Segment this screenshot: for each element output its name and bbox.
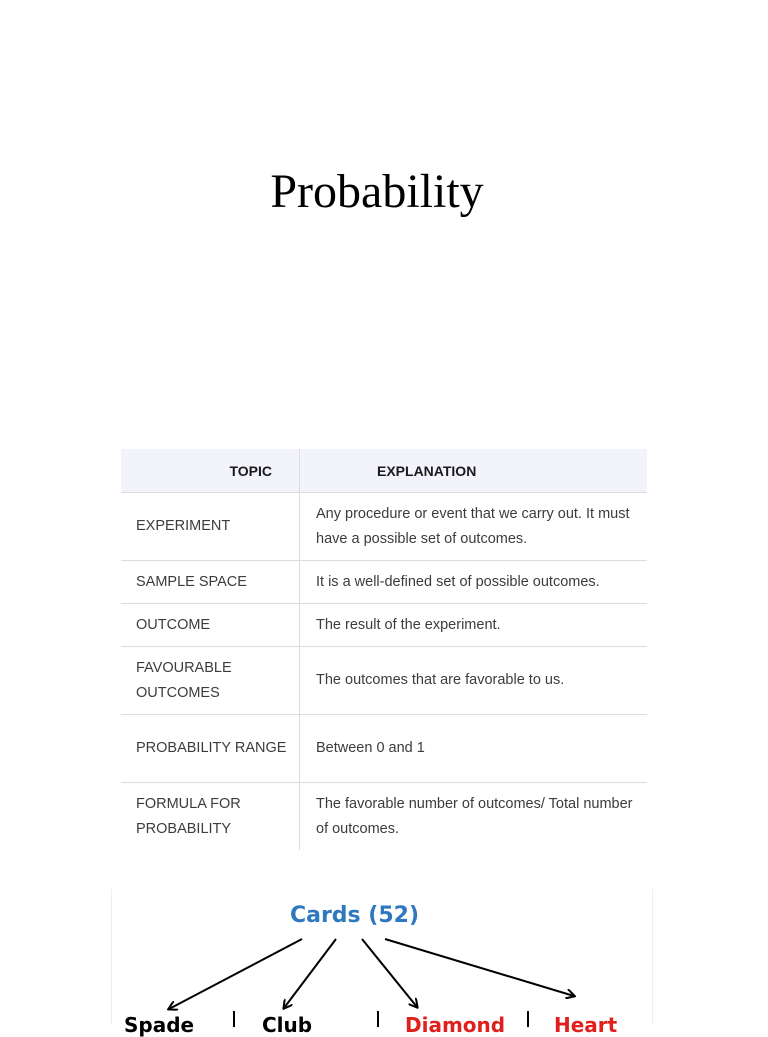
topic-cell: SAMPLE SPACE (121, 561, 300, 604)
table-row (121, 604, 647, 647)
explanation-cell: Any procedure or event that we carry out. It must have a possible set of outcomes. (300, 493, 648, 561)
suit-diamond: Diamond (405, 1013, 506, 1037)
topic-cell: OUTCOME (121, 604, 300, 647)
header-topic: TOPIC (121, 449, 300, 493)
suit-heart: Heart (554, 1013, 618, 1037)
table-row (121, 493, 647, 561)
cards-diagram (111, 889, 653, 1037)
topic-cell: PROBABILITY RANGE (121, 715, 300, 783)
explanation-cell: The outcomes that are favorable to us. (300, 647, 648, 715)
table-row (121, 783, 647, 851)
page-title: Probability (270, 165, 484, 218)
definitions-table (121, 449, 647, 850)
table-header-row (121, 449, 647, 493)
separator (233, 1011, 235, 1027)
separator (527, 1011, 529, 1027)
table-row (121, 561, 647, 604)
table-row (121, 715, 647, 783)
separator (377, 1011, 379, 1027)
header-explanation: EXPLANATION (300, 449, 648, 493)
topic-cell: FORMULA FOR PROBABILITY (121, 783, 300, 851)
explanation-cell: The favorable number of outcomes/ Total number of outcomes. (316, 795, 633, 837)
suit-club: Club (262, 1013, 313, 1037)
table-row (121, 647, 647, 715)
cards-root-label: Cards (52) (289, 903, 420, 928)
arrow-to-club (284, 939, 336, 1008)
arrow-to-diamond (362, 939, 417, 1007)
probability-table (121, 449, 647, 850)
topic-cell: EXPERIMENT (121, 493, 300, 561)
arrow-to-heart (385, 939, 574, 996)
explanation-cell: Between 0 and 1 (300, 715, 648, 783)
explanation-cell: It is a well-defined set of possible outcomes. (300, 561, 648, 604)
topic-cell: FAVOURABLE OUTCOMES (121, 647, 300, 715)
suit-spade: Spade (124, 1013, 195, 1037)
explanation-cell: The result of the experiment. (300, 604, 648, 647)
arrow-to-spade (169, 939, 302, 1009)
